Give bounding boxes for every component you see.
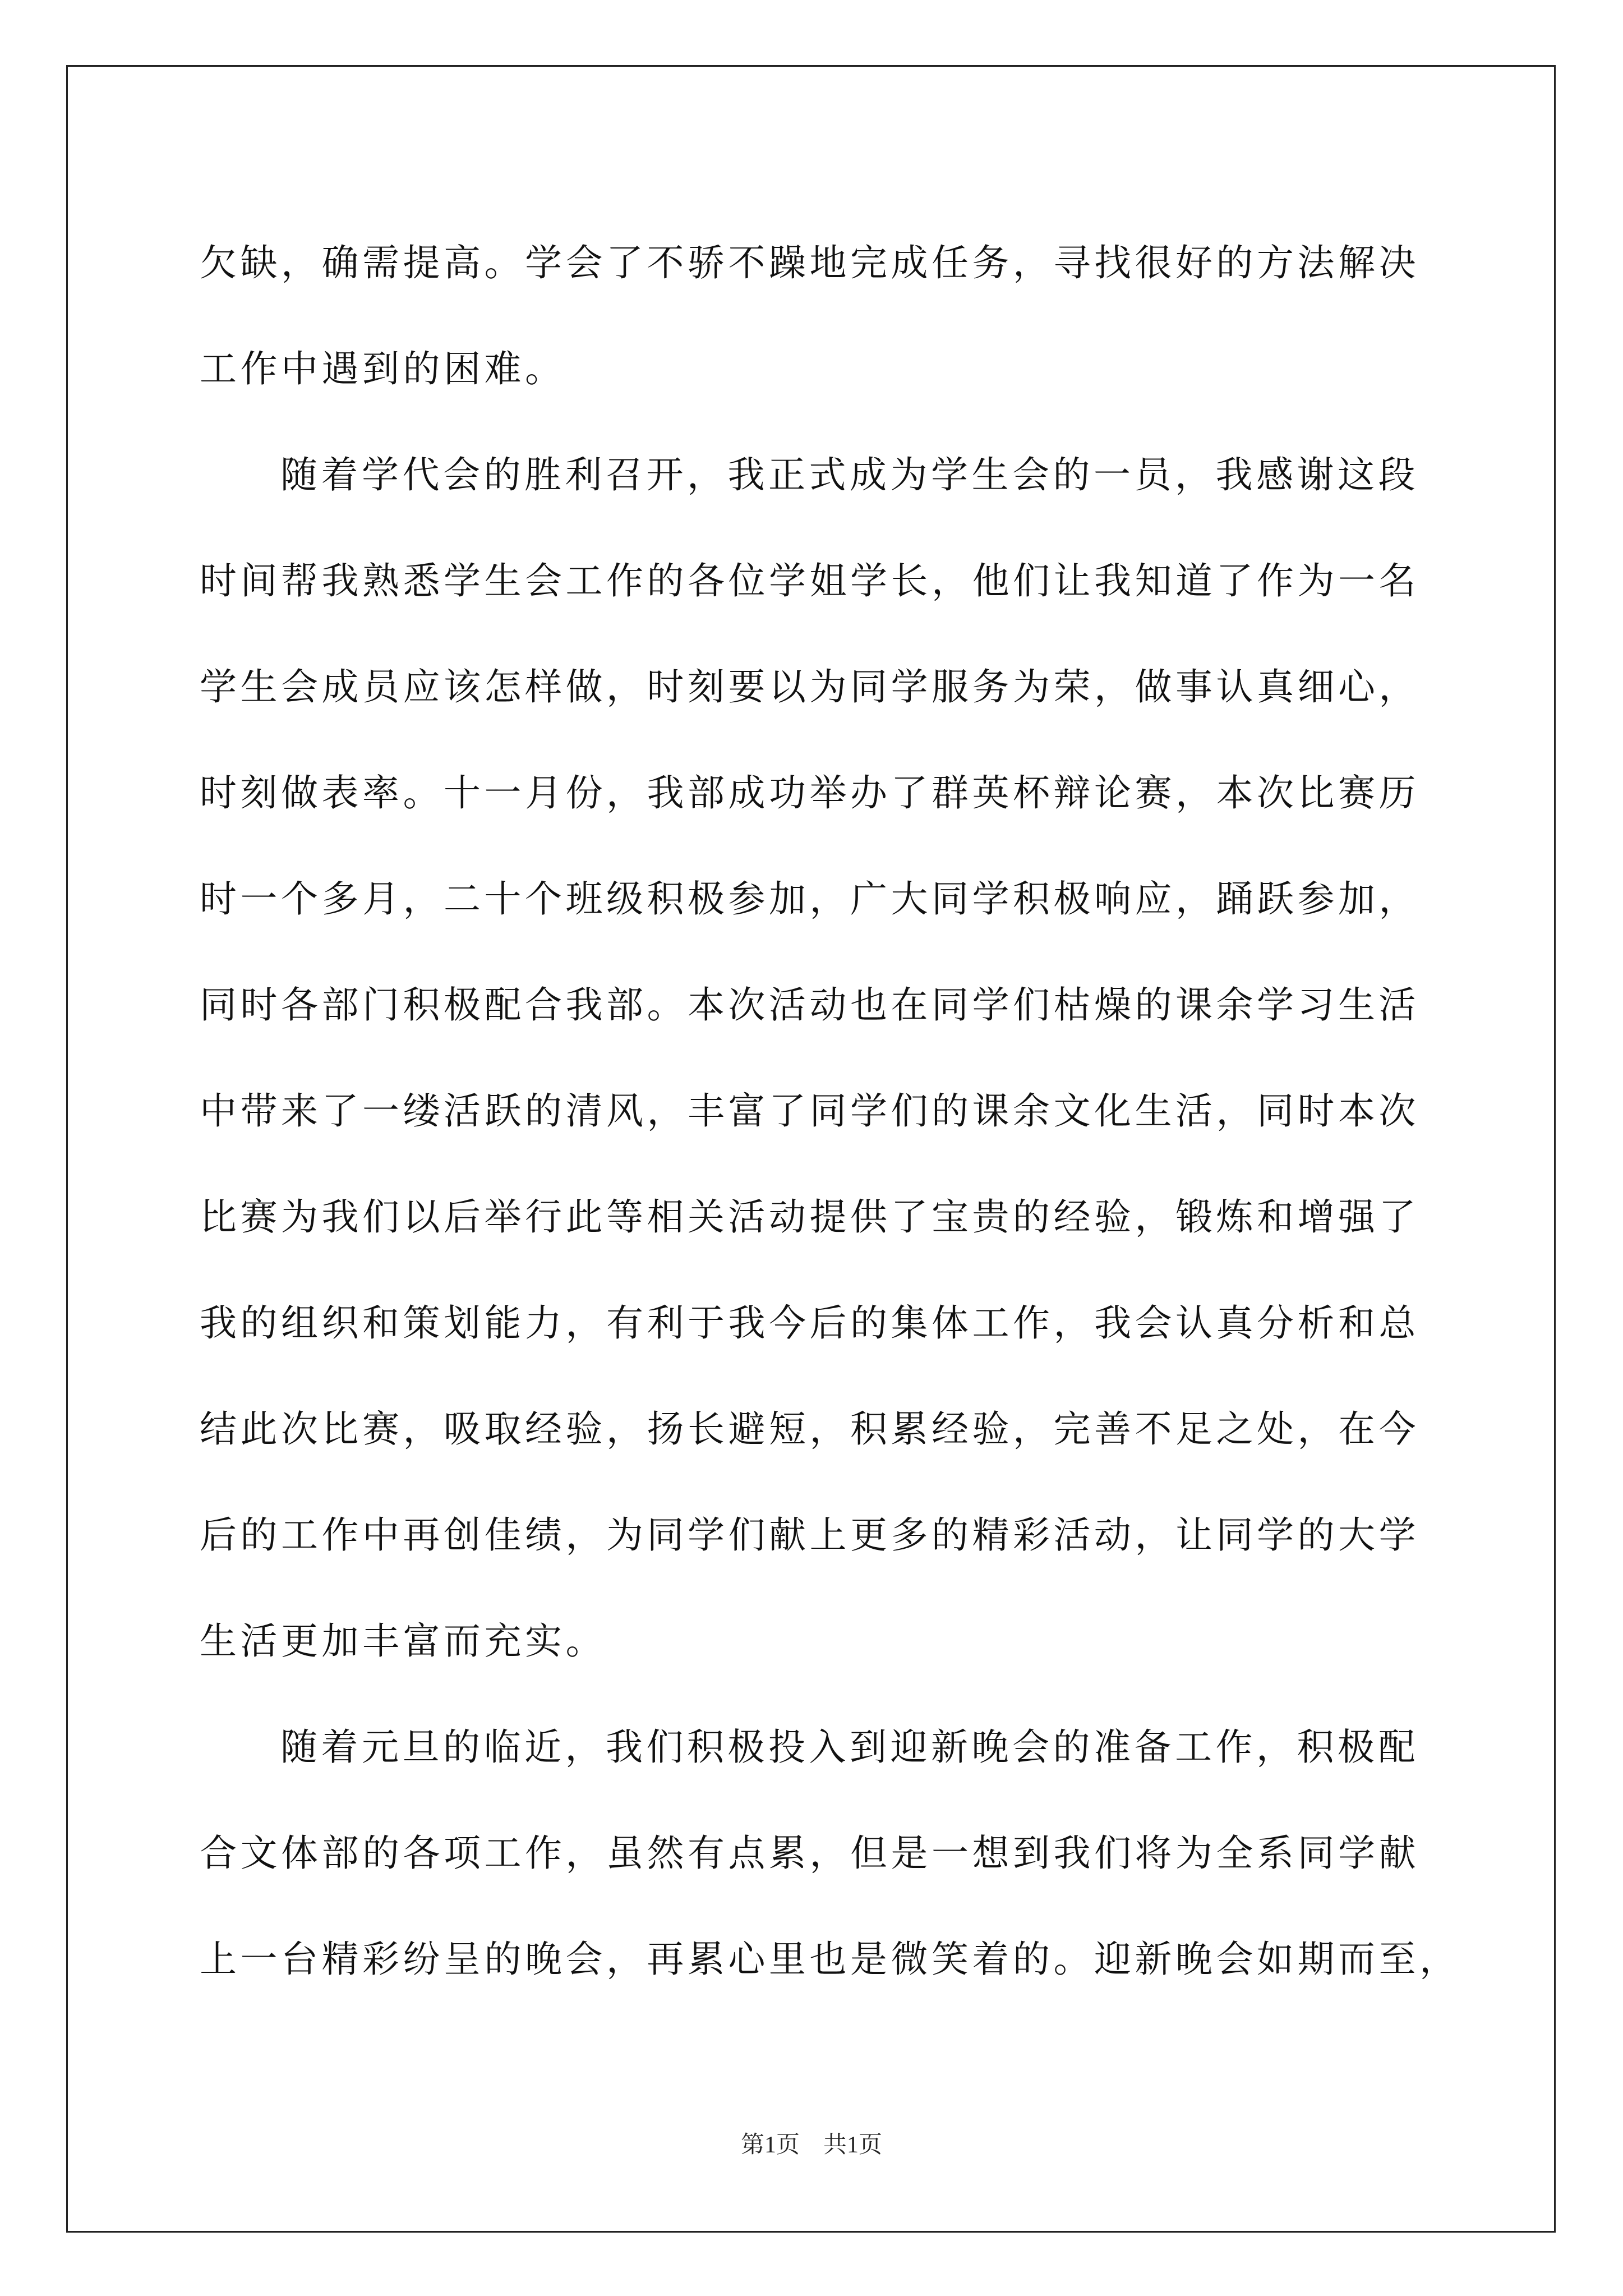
text-line: 我的组织和策划能力，有利于我今后的集体工作，我会认真分析和总 — [200, 1301, 1419, 1345]
text-line: 上一台精彩纷呈的晚会，再累心里也是微笑着的。迎新晚会如期而至， — [200, 1938, 1460, 1981]
text-line: 结此次比赛，吸取经验，扬长避短，积累经验，完善不足之处，在今 — [200, 1407, 1419, 1451]
text-line: 合文体部的各项工作，虽然有点累，但是一想到我们将为全系同学献 — [200, 1832, 1419, 1875]
text-line: 同时各部门积极配合我部。本次活动也在同学们枯燥的课余学习生活 — [200, 983, 1419, 1027]
text-line: 中带来了一缕活跃的清风，丰富了同学们的课余文化生活，同时本次 — [200, 1089, 1419, 1133]
text-line: 学生会成员应该怎样做，时刻要以为同学服务为荣，做事认真细心， — [200, 665, 1419, 708]
page-number-footer: 第1页 共1页 — [740, 2132, 882, 2158]
text-line: 生活更加丰富而充实。 — [200, 1619, 606, 1663]
document-body — [200, 210, 1460, 2012]
paragraph-start-line: 随着学代会的胜利召开，我正式成为学生会的一员，我感谢这段 — [280, 453, 1419, 496]
text-line: 欠缺，确需提高。学会了不骄不躁地完成任务，寻找很好的方法解决 — [200, 241, 1419, 284]
text-line: 比赛为我们以后举行此等相关活动提供了宝贵的经验，锻炼和增强了 — [200, 1195, 1419, 1239]
text-line: 时间帮我熟悉学生会工作的各位学姐学长，他们让我知道了作为一名 — [200, 559, 1419, 602]
text-line: 后的工作中再创佳绩，为同学们献上更多的精彩活动，让同学的大学 — [200, 1513, 1419, 1557]
paragraph-start-line: 随着元旦的临近，我们积极投入到迎新晚会的准备工作，积极配 — [280, 1726, 1419, 1769]
text-line: 时刻做表率。十一月份，我部成功举办了群英杯辩论赛，本次比赛历 — [200, 771, 1419, 815]
text-line: 工作中遇到的困难。 — [200, 347, 566, 390]
text-line: 时一个多月，二十个班级积极参加，广大同学积极响应，踊跃参加， — [200, 877, 1419, 921]
